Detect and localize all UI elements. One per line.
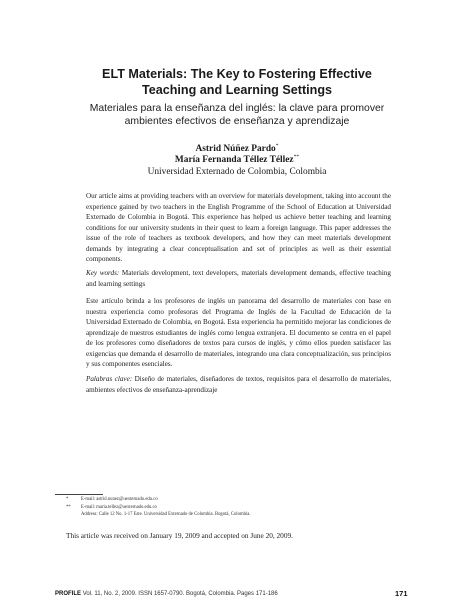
keywords-english <box>86 268 391 289</box>
article-subtitle <box>0 103 474 128</box>
footnote-address <box>66 511 251 519</box>
keywords-spanish-label: Palabras clave: <box>86 375 133 383</box>
footnotes <box>66 496 251 519</box>
keywords-english-text: Materials development, text developers, materials development demands, effective teaching and learning settings <box>86 269 391 288</box>
footnote-1-mark: * <box>66 497 69 502</box>
keywords-spanish <box>86 374 391 395</box>
footnote-1-email: E-mail: astrid.nunez@uexternado.edu.co <box>81 497 158 502</box>
author-1 <box>0 144 474 155</box>
subtitle-line-2: ambientes efectivos de enseñanza y aprendizaje <box>124 115 350 127</box>
footnote-1 <box>66 496 251 504</box>
abstract-spanish: Este artículo brinda a los profesores de inglés un panorama del desarrollo de materiales con base en nuestra experiencia como profesoras del Programa de Inglés de la Facultad de Educación de la Universidad Externado de Colombia, en Bogotá. Esta experiencia ha permitido mejorar las condiciones de aprendizaje de nuestros estudiantes de inglés como lengua extranjera. El documento se centra en el papel de los profesores como diseñadores de textos para cursos de inglés, y cómo ellos pueden satisfacer las exigencias que demanda el desarrollo de materiales, integrando una clara conceptualización, sus principios y sus componentes esenciales. <box>86 297 391 369</box>
author-2-footnote-mark: ** <box>293 154 300 161</box>
author-1-name: Astrid Núñez Pardo <box>195 144 276 154</box>
author-1-footnote-mark: * <box>275 143 279 149</box>
title-line-1: ELT Materials: The Key to Fostering Effective <box>102 67 372 81</box>
affiliation: Universidad Externado de Colombia, Colombia <box>147 166 327 177</box>
journal-citation: Vol. 11, No. 2, 2009. ISSN 1657-0790. Bogotá, Colombia. Pages 171-186 <box>82 591 278 597</box>
article-title <box>0 66 474 98</box>
footnote-address-text: Address: Calle 12 No. 1-17 Este. Universidad Externado de Colombia. Bogotá, Colombia. <box>81 512 251 518</box>
keywords-spanish-text: Diseño de materiales, diseñadores de textos, requisitos para el desarrollo de materiales, ambientes efectivos de enseñanza-aprendizaje <box>86 375 391 394</box>
received-note: This article was received on January 19, 2009 and accepted on June 20, 2009. <box>66 531 293 540</box>
author-2 <box>0 155 474 166</box>
footnote-2-email: E-mail: maria.tellez@uexternado.edu.co <box>81 504 157 510</box>
footnote-2 <box>66 504 251 512</box>
page-footer <box>55 590 278 599</box>
subtitle-line-1: Materiales para la enseñanza del inglés: la clave para promover <box>89 103 385 114</box>
footnote-2-mark: ** <box>66 504 71 510</box>
keywords-english-label: Key words: <box>86 269 120 277</box>
footnote-divider <box>55 494 103 495</box>
title-line-2: Teaching and Learning Settings <box>141 83 333 97</box>
page-number: 171 <box>395 589 408 598</box>
author-block <box>0 144 474 178</box>
author-2-name: María Fernanda Téllez Téllez <box>174 155 294 166</box>
abstract-english: Our article aims at providing teachers with an overview for materials development, taking into account the experience gained by two teachers in the English Programme of the School of Education at Universidad Externado de Colombia in Bogotá. This experience has helped us achieve better teaching and learning conditions for our university students in their quest to learn a foreign language. This paper addresses the issue of the role of teachers as textbook developers, and how they can meet materials development demands by integrating a clear conceptualisation and set of principles as well as their essential components. <box>86 192 391 264</box>
journal-name: PROFILE <box>55 591 82 597</box>
